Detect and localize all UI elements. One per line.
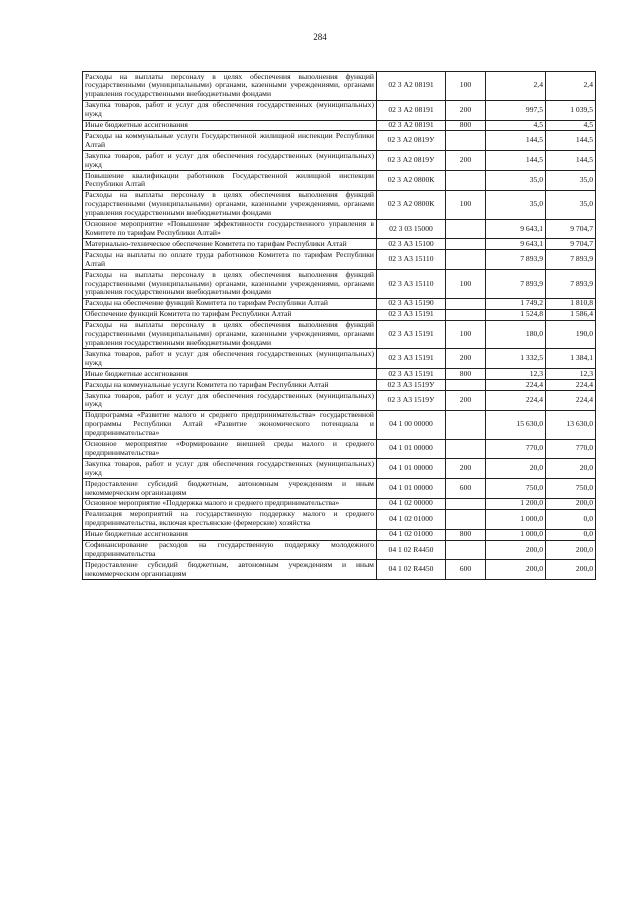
amount-year2-cell: 12,3 (546, 369, 596, 380)
table-row (83, 250, 596, 270)
target-code-cell: 02 3 А3 15110 (377, 270, 446, 299)
expense-type-cell (446, 171, 486, 191)
expense-type-cell: 100 (446, 72, 486, 101)
table-row (83, 270, 596, 299)
amount-year1-cell: 750,0 (486, 479, 546, 499)
expense-type-cell: 800 (446, 529, 486, 540)
row-name-cell: Основное мероприятие «Поддержка малого и среднего предпринимательства» (83, 498, 377, 509)
table-row (83, 239, 596, 250)
expense-type-cell: 800 (446, 369, 486, 380)
target-code-cell: 02 3 03 15000 (377, 219, 446, 239)
row-name-cell: Расходы на выплаты персоналу в целях обеспечения выполнения функций государственными (муниципальными) органами, казенными учреждениями, органами управления государственными внебюджетными фондами (83, 72, 377, 101)
row-name-cell: Повышение квалификации работников Государственной жилищной инспекции Республики Алтай (83, 171, 377, 191)
row-name-cell: Иные бюджетные ассигнования (83, 529, 377, 540)
amount-year2-cell: 2,4 (546, 72, 596, 101)
amount-year1-cell: 1 524,8 (486, 309, 546, 320)
table-row (83, 298, 596, 309)
expense-type-cell (446, 131, 486, 151)
amount-year2-cell: 224,4 (546, 391, 596, 411)
target-code-cell: 02 3 А3 1519У (377, 380, 446, 391)
amount-year1-cell: 200,0 (486, 560, 546, 580)
row-name-cell: Основное мероприятие «Формирование внешней среды малого и среднего предпринимательства» (83, 439, 377, 459)
table-row (83, 151, 596, 171)
target-code-cell: 02 3 А2 08191 (377, 120, 446, 131)
expense-type-cell: 100 (446, 190, 486, 219)
page-number: 284 (313, 32, 327, 42)
table-row (83, 560, 596, 580)
amount-year1-cell: 224,4 (486, 380, 546, 391)
expense-type-cell: 200 (446, 459, 486, 479)
amount-year2-cell: 7 893,9 (546, 270, 596, 299)
amount-year1-cell: 4,5 (486, 120, 546, 131)
target-code-cell: 02 3 А2 0800К (377, 190, 446, 219)
row-name-cell: Обеспечение функций Комитета по тарифам Республики Алтай (83, 309, 377, 320)
amount-year1-cell: 35,0 (486, 190, 546, 219)
target-code-cell: 04 1 01 00000 (377, 459, 446, 479)
amount-year1-cell: 1 749,2 (486, 298, 546, 309)
amount-year1-cell: 1 000,0 (486, 509, 546, 529)
amount-year2-cell: 144,5 (546, 151, 596, 171)
amount-year1-cell: 7 893,9 (486, 270, 546, 299)
table-row (83, 439, 596, 459)
expense-type-cell (446, 498, 486, 509)
expense-type-cell: 200 (446, 100, 486, 120)
target-code-cell: 02 3 А3 15100 (377, 239, 446, 250)
row-name-cell: Расходы на коммунальные услуги Комитета по тарифам Республики Алтай (83, 380, 377, 391)
target-code-cell: 02 3 А2 0819У (377, 131, 446, 151)
amount-year1-cell: 9 643,1 (486, 239, 546, 250)
amount-year2-cell: 200,0 (546, 498, 596, 509)
table-row (83, 498, 596, 509)
amount-year1-cell: 2,4 (486, 72, 546, 101)
row-name-cell: Реализация мероприятий на государственную поддержку малого и среднего предпринимательства, включая крестьянские (фермерские) хозяйства (83, 509, 377, 529)
amount-year1-cell: 224,4 (486, 391, 546, 411)
target-code-cell: 04 1 00 00000 (377, 410, 446, 439)
amount-year1-cell: 15 630,0 (486, 410, 546, 439)
amount-year1-cell: 1 332,5 (486, 349, 546, 369)
amount-year2-cell: 13 630,0 (546, 410, 596, 439)
amount-year2-cell: 0,0 (546, 509, 596, 529)
amount-year1-cell: 20,0 (486, 459, 546, 479)
table-row (83, 120, 596, 131)
table-row (83, 349, 596, 369)
expense-type-cell (446, 309, 486, 320)
row-name-cell: Закупка товаров, работ и услуг для обеспечения государственных (муниципальных) нужд (83, 349, 377, 369)
amount-year2-cell: 35,0 (546, 171, 596, 191)
target-code-cell: 02 3 А2 0819У (377, 151, 446, 171)
row-name-cell: Расходы на обеспечение функций Комитета по тарифам Республики Алтай (83, 298, 377, 309)
table-row (83, 72, 596, 101)
row-name-cell: Расходы на выплаты по оплате труда работников Комитета по тарифам Республики Алтай (83, 250, 377, 270)
table-row (83, 479, 596, 499)
target-code-cell: 02 3 А3 15110 (377, 250, 446, 270)
amount-year1-cell: 144,5 (486, 151, 546, 171)
amount-year1-cell: 200,0 (486, 540, 546, 560)
row-name-cell: Закупка товаров, работ и услуг для обеспечения государственных (муниципальных) нужд (83, 459, 377, 479)
amount-year2-cell: 200,0 (546, 540, 596, 560)
table-row (83, 529, 596, 540)
expense-type-cell: 100 (446, 270, 486, 299)
expense-type-cell (446, 410, 486, 439)
expense-type-cell: 600 (446, 560, 486, 580)
expense-type-cell (446, 439, 486, 459)
table-row (83, 320, 596, 349)
row-name-cell: Расходы на выплаты персоналу в целях обеспечения выполнения функций государственными (муниципальными) органами, казенными учреждениями, органами управления государственными внебюджетными фондами (83, 270, 377, 299)
amount-year2-cell: 0,0 (546, 529, 596, 540)
amount-year2-cell: 35,0 (546, 190, 596, 219)
expense-type-cell: 600 (446, 479, 486, 499)
expense-type-cell: 800 (446, 120, 486, 131)
target-code-cell: 04 1 01 00000 (377, 439, 446, 459)
amount-year1-cell: 9 643,1 (486, 219, 546, 239)
target-code-cell: 02 3 А3 15191 (377, 369, 446, 380)
row-name-cell: Расходы на выплаты персоналу в целях обеспечения выполнения функций государственными (муниципальными) органами, казенными учреждениями, органами управления государственными внебюджетными фондами (83, 320, 377, 349)
table-row (83, 509, 596, 529)
row-name-cell: Софинансирование расходов на государственную поддержку молодежного предпринимательства (83, 540, 377, 560)
table-row (83, 410, 596, 439)
budget-table-body (83, 72, 596, 580)
expense-type-cell: 200 (446, 391, 486, 411)
amount-year2-cell: 20,0 (546, 459, 596, 479)
amount-year2-cell: 200,0 (546, 560, 596, 580)
expense-type-cell: 100 (446, 320, 486, 349)
row-name-cell: Иные бюджетные ассигнования (83, 369, 377, 380)
row-name-cell: Предоставление субсидий бюджетным, автономным учреждениям и иным некоммерческим организациям (83, 479, 377, 499)
amount-year2-cell: 224,4 (546, 380, 596, 391)
amount-year2-cell: 9 704,7 (546, 219, 596, 239)
table-row (83, 309, 596, 320)
row-name-cell: Основное мероприятие «Повышение эффективности государственного управления в Комитете по тарифам Республики Алтай» (83, 219, 377, 239)
amount-year2-cell: 1 039,5 (546, 100, 596, 120)
amount-year2-cell: 190,0 (546, 320, 596, 349)
amount-year2-cell: 144,5 (546, 131, 596, 151)
table-row (83, 369, 596, 380)
target-code-cell: 04 1 02 01000 (377, 529, 446, 540)
amount-year2-cell: 770,0 (546, 439, 596, 459)
target-code-cell: 02 3 А3 15191 (377, 349, 446, 369)
expense-type-cell (446, 540, 486, 560)
amount-year2-cell: 1 586,4 (546, 309, 596, 320)
target-code-cell: 02 3 А3 15191 (377, 320, 446, 349)
table-row (83, 190, 596, 219)
expense-type-cell (446, 219, 486, 239)
row-name-cell: Закупка товаров, работ и услуг для обеспечения государственных (муниципальных) нужд (83, 151, 377, 171)
expense-type-cell (446, 509, 486, 529)
target-code-cell: 02 3 А2 08191 (377, 72, 446, 101)
table-row (83, 171, 596, 191)
expense-type-cell (446, 239, 486, 250)
row-name-cell: Предоставление субсидий бюджетным, автономным учреждениям и иным некоммерческим организациям (83, 560, 377, 580)
amount-year2-cell: 750,0 (546, 479, 596, 499)
target-code-cell: 02 3 А2 08191 (377, 100, 446, 120)
amount-year2-cell: 4,5 (546, 120, 596, 131)
table-row (83, 219, 596, 239)
budget-table (82, 71, 596, 580)
target-code-cell: 02 3 А3 15191 (377, 309, 446, 320)
amount-year1-cell: 997,5 (486, 100, 546, 120)
target-code-cell: 04 1 02 01000 (377, 509, 446, 529)
table-row (83, 131, 596, 151)
row-name-cell: Расходы на коммунальные услуги Государственной жилищной инспекции Республики Алтай (83, 131, 377, 151)
amount-year2-cell: 9 704,7 (546, 239, 596, 250)
amount-year1-cell: 1 000,0 (486, 529, 546, 540)
target-code-cell: 04 1 01 00000 (377, 479, 446, 499)
amount-year1-cell: 1 200,0 (486, 498, 546, 509)
row-name-cell: Подпрограмма «Развитие малого и среднего предпринимательства» государственной программы Республики Алтай «Развитие экономического потенциала и предпринимательства» (83, 410, 377, 439)
target-code-cell: 02 3 А3 15190 (377, 298, 446, 309)
target-code-cell: 04 1 02 00000 (377, 498, 446, 509)
target-code-cell: 04 1 02 R4450 (377, 540, 446, 560)
amount-year1-cell: 12,3 (486, 369, 546, 380)
row-name-cell: Материально-техническое обеспечение Комитета по тарифам Республики Алтай (83, 239, 377, 250)
table-row (83, 540, 596, 560)
amount-year1-cell: 7 893,9 (486, 250, 546, 270)
target-code-cell: 02 3 А2 0800К (377, 171, 446, 191)
row-name-cell: Закупка товаров, работ и услуг для обеспечения государственных (муниципальных) нужд (83, 391, 377, 411)
row-name-cell: Иные бюджетные ассигнования (83, 120, 377, 131)
expense-type-cell: 200 (446, 151, 486, 171)
target-code-cell: 04 1 02 R4450 (377, 560, 446, 580)
table-row (83, 100, 596, 120)
expense-type-cell (446, 298, 486, 309)
amount-year1-cell: 180,0 (486, 320, 546, 349)
row-name-cell: Закупка товаров, работ и услуг для обеспечения государственных (муниципальных) нужд (83, 100, 377, 120)
table-row (83, 380, 596, 391)
amount-year2-cell: 1 384,1 (546, 349, 596, 369)
amount-year1-cell: 770,0 (486, 439, 546, 459)
expense-type-cell: 200 (446, 349, 486, 369)
expense-type-cell (446, 380, 486, 391)
amount-year1-cell: 144,5 (486, 131, 546, 151)
table-row (83, 459, 596, 479)
amount-year1-cell: 35,0 (486, 171, 546, 191)
row-name-cell: Расходы на выплаты персоналу в целях обеспечения выполнения функций государственными (муниципальными) органами, казенными учреждениями, органами управления государственными внебюджетными фондами (83, 190, 377, 219)
amount-year2-cell: 7 893,9 (546, 250, 596, 270)
target-code-cell: 02 3 А3 1519У (377, 391, 446, 411)
amount-year2-cell: 1 810,8 (546, 298, 596, 309)
table-row (83, 391, 596, 411)
expense-type-cell (446, 250, 486, 270)
